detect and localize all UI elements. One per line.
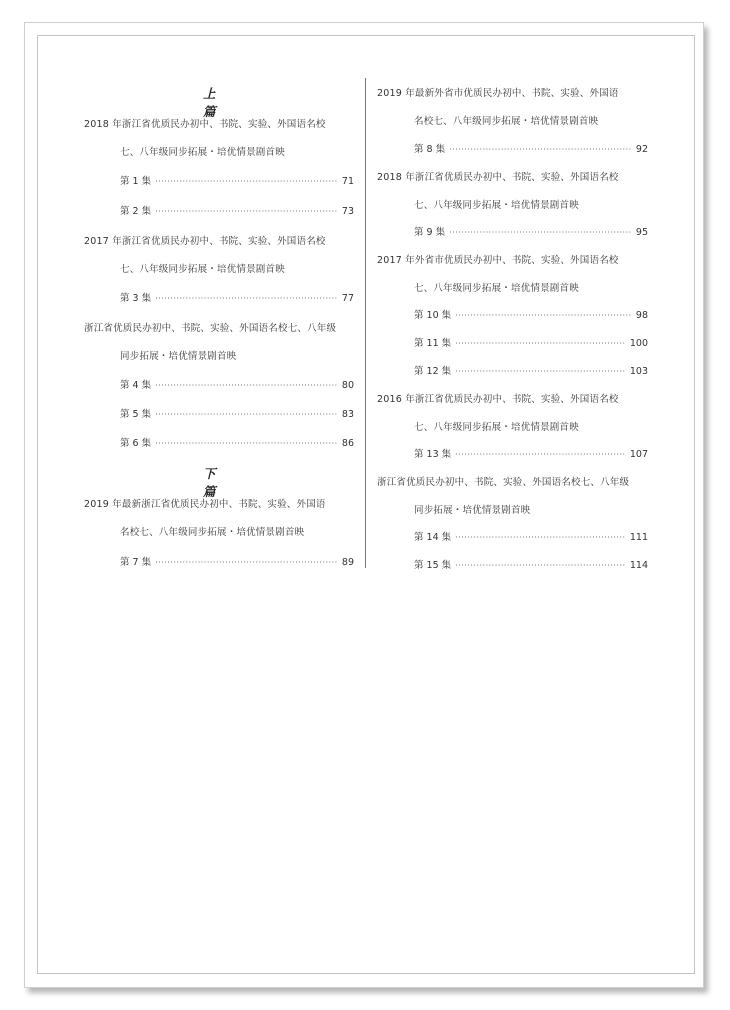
toc-group-title: 同步拓展・培优情景剧首映 (414, 505, 531, 516)
leader-dots (455, 450, 626, 459)
entry-label: 第 11 集 (414, 338, 452, 349)
entry-label: 第 15 集 (414, 560, 452, 571)
entry-page: 80 (341, 380, 354, 391)
entry-page: 107 (629, 449, 648, 460)
leader-dots (155, 558, 338, 567)
entry-label: 第 7 集 (120, 557, 152, 568)
entry-page: 89 (341, 557, 354, 568)
toc-entry[interactable] (120, 173, 354, 187)
leader-dots (455, 367, 626, 376)
toc-group-title: 七、八年级同步拓展・培优情景剧首映 (414, 422, 579, 433)
leader-dots (455, 339, 626, 348)
column-divider (365, 78, 366, 568)
toc-group-title: 2019 年最新外省市优质民办初中、书院、实验、外国语 (377, 88, 619, 99)
entry-label: 第 8 集 (414, 144, 446, 155)
entry-page: 114 (629, 560, 648, 571)
toc-entry[interactable] (120, 290, 354, 304)
toc-group-title: 七、八年级同步拓展・培优情景剧首映 (120, 147, 285, 158)
leader-dots (449, 228, 632, 237)
toc-entry[interactable] (414, 141, 648, 155)
leader-dots (155, 177, 338, 186)
leader-dots (455, 533, 626, 542)
toc-group-title: 七、八年级同步拓展・培优情景剧首映 (120, 264, 285, 275)
leader-dots (449, 145, 632, 154)
entry-page: 100 (629, 338, 648, 349)
toc-group-title: 2016 年浙江省优质民办初中、书院、实验、外国语名校 (377, 394, 619, 405)
entry-page: 86 (341, 438, 354, 449)
entry-page: 92 (635, 144, 648, 155)
entry-page: 111 (629, 532, 648, 543)
section-heading-part-1: 上篇 (203, 86, 216, 119)
entry-label: 第 6 集 (120, 438, 152, 449)
toc-group-title: 2017 年浙江省优质民办初中、书院、实验、外国语名校 (84, 236, 326, 247)
toc-group-title: 浙江省优质民办初中、书院、实验、外国语名校七、八年级 (377, 477, 630, 488)
toc-entry[interactable] (414, 529, 648, 543)
toc-entry[interactable] (120, 377, 354, 391)
entry-page: 95 (635, 227, 648, 238)
toc-entry[interactable] (414, 557, 648, 571)
entry-label: 第 9 集 (414, 227, 446, 238)
toc-entry[interactable] (414, 224, 648, 238)
leader-dots (455, 561, 626, 570)
entry-page: 98 (635, 310, 648, 321)
entry-label: 第 4 集 (120, 380, 152, 391)
toc-group-title: 2018 年浙江省优质民办初中、书院、实验、外国语名校 (377, 172, 619, 183)
entry-label: 第 10 集 (414, 310, 452, 321)
toc-entry[interactable] (414, 363, 648, 377)
toc-entry[interactable] (120, 203, 354, 217)
entry-page: 73 (341, 206, 354, 217)
section-heading-part-2: 下篇 (203, 466, 216, 499)
leader-dots (455, 311, 632, 320)
toc-entry[interactable] (414, 307, 648, 321)
entry-page: 77 (341, 293, 354, 304)
leader-dots (155, 294, 338, 303)
toc-group-title: 名校七、八年级同步拓展・培优情景剧首映 (120, 527, 305, 538)
entry-label: 第 5 集 (120, 409, 152, 420)
toc-entry[interactable] (414, 335, 648, 349)
toc-group-title: 七、八年级同步拓展・培优情景剧首映 (414, 283, 579, 294)
toc-entry[interactable] (414, 446, 648, 460)
toc-group-title: 同步拓展・培优情景剧首映 (120, 351, 237, 362)
entry-page: 103 (629, 366, 648, 377)
toc-group-title: 2018 年浙江省优质民办初中、书院、实验、外国语名校 (84, 119, 326, 130)
entry-label: 第 14 集 (414, 532, 452, 543)
entry-label: 第 3 集 (120, 293, 152, 304)
toc-entry[interactable] (120, 554, 354, 568)
toc-group-title: 七、八年级同步拓展・培优情景剧首映 (414, 200, 579, 211)
toc-group-title: 浙江省优质民办初中、书院、实验、外国语名校七、八年级 (84, 323, 337, 334)
toc-group-title: 2017 年外省市优质民办初中、书院、实验、外国语名校 (377, 255, 619, 266)
toc-entry[interactable] (120, 406, 354, 420)
toc-entry[interactable] (120, 435, 354, 449)
entry-label: 第 2 集 (120, 206, 152, 217)
entry-label: 第 1 集 (120, 176, 152, 187)
toc-group-title: 名校七、八年级同步拓展・培优情景剧首映 (414, 116, 599, 127)
entry-label: 第 12 集 (414, 366, 452, 377)
toc-group-title: 2019 年最新浙江省优质民办初中、书院、实验、外国语 (84, 499, 326, 510)
entry-page: 83 (341, 409, 354, 420)
leader-dots (155, 439, 338, 448)
entry-page: 71 (341, 176, 354, 187)
leader-dots (155, 381, 338, 390)
leader-dots (155, 207, 338, 216)
leader-dots (155, 410, 338, 419)
entry-label: 第 13 集 (414, 449, 452, 460)
